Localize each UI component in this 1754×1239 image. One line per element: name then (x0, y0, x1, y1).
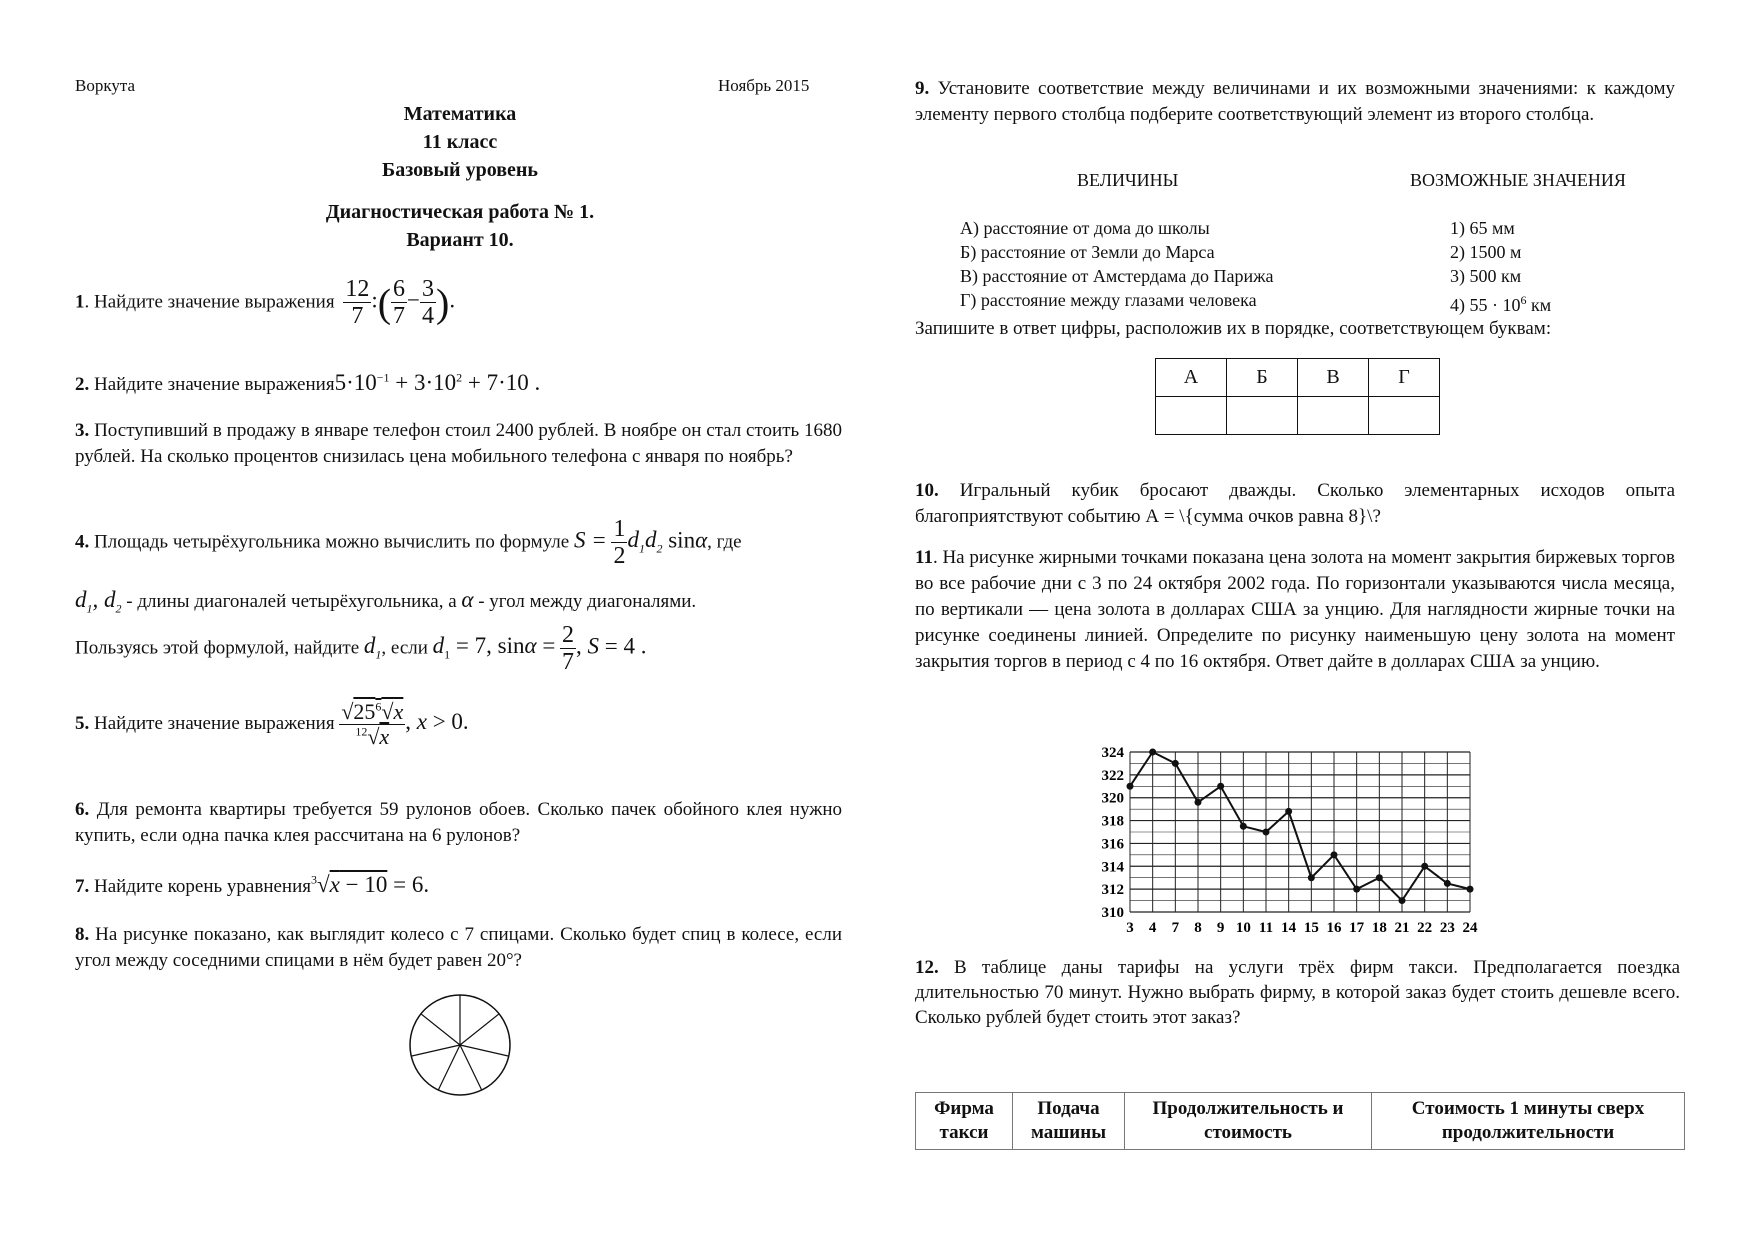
problem-4-text2: - длины диагоналей четырёхугольника, а (126, 591, 457, 612)
answer-cell[interactable] (1369, 397, 1440, 435)
title-subject: Математика (403, 103, 517, 125)
problem-6 (75, 797, 842, 849)
problem-9-instruction: Запишите в ответ цифры, расположив их в порядке, соответствующем буквам: (915, 318, 1552, 339)
problem-1-text: . Найдите значение выражения (84, 291, 335, 313)
answer-header: Г (1369, 359, 1440, 397)
taxi-header: Продолжительность и стоимость (1125, 1093, 1372, 1150)
problem-11-number: 11 (915, 547, 933, 568)
chart-x-axis (1126, 920, 1478, 936)
x-tick-label: 17 (1349, 920, 1365, 936)
x-tick-label: 18 (1371, 920, 1387, 936)
data-point (1353, 886, 1360, 893)
title-grade: 11 класс (422, 131, 498, 153)
problem-1-number: 1 (75, 291, 85, 313)
match-left: Б) расстояние от Земли до Марса (960, 242, 1215, 262)
data-point (1285, 808, 1292, 815)
problem-9-col2-header: ВОЗМОЖНЫЕ ЗНАЧЕНИЯ (1410, 170, 1626, 190)
taxi-header: Стоимость 1 минуты сверх продолжительности (1372, 1093, 1685, 1150)
problem-1: 1. Найдите значение выражения $\frac{12}{7}$ :( $\frac{6}{7}$ − $\frac{3}{4}$ ). (75, 276, 456, 330)
x-tick-label: 7 (1171, 920, 1180, 936)
problem-12-number: 12. (915, 957, 939, 978)
title-work: Диагностическая работа № 1. (325, 201, 595, 223)
x-tick-label: 24 (1462, 920, 1478, 936)
problem-4-text1: Площадь четырёхугольника можно вычислить по формуле (94, 531, 570, 553)
x-tick-label: 3 (1126, 920, 1134, 936)
wheel-figure (405, 990, 515, 1100)
problem-10-number: 10. (915, 480, 939, 501)
y-tick-label: 310 (1101, 905, 1124, 921)
x-tick-label: 23 (1439, 920, 1455, 936)
problem-1-fraction: $\frac{6}{7}$ (393, 276, 406, 330)
answer-cell[interactable] (1298, 397, 1369, 435)
x-tick-label: 9 (1216, 920, 1225, 936)
problem-4-line3: Пользуясь этой формулой, найдите $d_1$, если $d_1 = 7$, sinα = $\frac{2}{7}$ , S = 4 . (75, 622, 647, 676)
problem-1-fraction: $\frac{3}{4}$ (422, 276, 435, 330)
data-point (1195, 799, 1202, 806)
data-point (1240, 823, 1247, 830)
problem-12-text: В таблице даны тарифы на услуги трёх фирм такси. Предполагается поездка длительностью 70 минут. Нужно выбрать фирму, в которой заказ будет стоить дешевле всего. Сколько рублей будет стоить этот заказ? (915, 957, 1681, 1028)
problem-8 (75, 922, 842, 974)
x-tick-label: 11 (1258, 920, 1274, 936)
problem-6-text: Для ремонта квартиры требуется 59 рулонов обоев. Сколько пачек обойного клея нужно купить, если одна пачка клея рассчитана на 6 рулонов? (75, 799, 842, 846)
problem-5-number: 5. (75, 713, 90, 735)
data-point (1331, 851, 1338, 858)
problem-11 (915, 545, 1675, 675)
answer-header: В (1298, 359, 1369, 397)
problem-4-number: 4. (75, 531, 90, 553)
problem-3 (75, 418, 842, 470)
data-point (1149, 749, 1156, 756)
answer-cell[interactable] (1156, 397, 1227, 435)
problem-4-text3: Пользуясь этой формулой, найдите (75, 637, 360, 659)
problem-9 (915, 76, 1675, 128)
problem-3-number: 3. (75, 420, 90, 441)
match-left: А) расстояние от дома до школы (960, 218, 1210, 238)
header-date: Ноябрь 2015 (718, 76, 810, 95)
gold-price-chart (1090, 740, 1500, 940)
problem-9-items (960, 216, 1680, 317)
data-point (1263, 829, 1270, 836)
answer-header: А (1156, 359, 1227, 397)
problem-4-text1-end: , где (707, 531, 742, 553)
problem-4-line2: $d_1$, $d_2$ - длины диагоналей четырёхугольника, а α - угол между диагоналями. (75, 587, 697, 616)
x-tick-label: 15 (1303, 920, 1319, 936)
wheel-spoke (421, 1014, 460, 1045)
x-tick-label: 22 (1417, 920, 1433, 936)
problem-4-text3-mid: , если (381, 637, 428, 659)
wheel-spoke (460, 1014, 499, 1045)
data-point (1376, 874, 1383, 881)
match-right: 3) 500 км (1450, 266, 1522, 286)
problem-9-text: Установите соответствие между величинами и их возможными значениями: к каждому элементу первого столбца подберите соответствующий элемент из второго столбца. (915, 78, 1676, 125)
answer-cell[interactable] (1227, 397, 1298, 435)
problem-9-col1-header: ВЕЛИЧИНЫ (1077, 170, 1179, 190)
problem-4-text2-end: - угол между диагоналями. (478, 591, 697, 612)
problem-7-equation: $^3$√x − 10 = 6. (311, 872, 430, 897)
x-tick-label: 21 (1394, 920, 1410, 936)
x-tick-label: 16 (1326, 920, 1342, 936)
x-tick-label: 10 (1235, 920, 1251, 936)
taxi-table (915, 1092, 1685, 1150)
problem-2-number: 2. (75, 374, 90, 395)
problem-4-formula: S = (573, 527, 607, 553)
match-right: 2) 1500 м (1450, 242, 1522, 262)
wheel-spoke (411, 1045, 460, 1056)
title-variant: Вариант 10. (406, 229, 514, 251)
wheel-spoke (460, 1045, 509, 1056)
problem-10-text: Игральный кубик бросают дважды. Сколько элементарных исходов опыта благоприятствуют событию А = \{сумма очков равна 8}\? (915, 480, 1676, 527)
problem-7-number: 7. (75, 876, 90, 897)
y-tick-label: 312 (1101, 882, 1124, 899)
problem-2 (75, 370, 540, 396)
problem-5: 5. Найдите значение выражения $\frac{√25^6√x}{^{12}√x}$ , x > 0. (75, 699, 469, 750)
y-tick-label: 324 (1101, 745, 1124, 761)
problem-2-expression: $5\cdot 10^{-1} + 3\cdot 10^2 + 7\cdot 10$ . (334, 370, 541, 395)
y-tick-label: 316 (1101, 836, 1124, 853)
taxi-header: Подача машины (1013, 1093, 1125, 1150)
data-point (1172, 760, 1179, 767)
problem-7-text: Найдите корень уравнения (94, 876, 312, 897)
match-right: 4) $55 \cdot 10^6$ км (1450, 293, 1552, 315)
title-level: Базовый уровень (382, 159, 538, 181)
problem-4: 4. Площадь четырёхугольника можно вычислить по формуле S = $\frac{1}{2}$ $d_1d_2$ sinα, где (75, 516, 742, 570)
wheel-spoke (460, 1045, 482, 1090)
data-point (1399, 897, 1406, 904)
problem-5-text: Найдите значение выражения (94, 713, 335, 735)
problem-3-text: Поступивший в продажу в январе телефон стоил 2400 рублей. В ноябре он стал стоить 1680 рублей. На сколько процентов снизилась цена мобильного телефона с января по ноябрь? (75, 420, 843, 467)
problem-7 (75, 872, 429, 898)
match-row (960, 288, 1680, 317)
data-point (1217, 783, 1224, 790)
problem-4-fraction: $\frac{1}{2}$ (613, 516, 626, 570)
data-point (1308, 874, 1315, 881)
taxi-header: Фирма такси (916, 1093, 1013, 1150)
title-block (75, 100, 845, 254)
match-left: В) расстояние от Амстердама до Парижа (960, 266, 1274, 286)
match-left: Г) расстояние между глазами человека (960, 290, 1257, 310)
problem-12 (915, 955, 1680, 1030)
data-point (1421, 863, 1428, 870)
problem-8-number: 8. (75, 924, 90, 945)
x-tick-label: 8 (1194, 920, 1202, 936)
problem-6-number: 6. (75, 799, 90, 820)
match-row (960, 240, 1680, 264)
chart-grid (1130, 752, 1470, 912)
data-point (1444, 880, 1451, 887)
y-tick-label: 322 (1101, 767, 1124, 784)
chart-y-axis (1102, 745, 1125, 921)
header-city: Воркута (75, 76, 136, 95)
x-tick-label: 14 (1281, 920, 1297, 936)
chart-points (1127, 749, 1474, 905)
problem-10 (915, 478, 1675, 530)
y-tick-label: 318 (1101, 813, 1124, 830)
problem-11-text: . На рисунке жирными точками показана цена золота на момент закрытия биржевых торгов во все рабочие дни с 3 по 24 октября 2002 года. По горизонтали указываются числа месяца, по вертикали — цена золота в долларах США за унцию. Для наглядности жирные точки на рисунке соединены линией. Определите по рисунку наименьшую цену золота на момент закрытия торгов в период с 4 по 16 октября. Ответ дайте в долларах США за унцию. (915, 547, 1675, 672)
y-tick-label: 314 (1101, 859, 1124, 876)
problem-8-text: На рисунке показано, как выглядит колесо с 7 спицами. Сколько будет спиц в колесе, если угол между соседними спицами в нём будет равен 20°? (75, 924, 843, 971)
wheel-spoke (438, 1045, 460, 1090)
x-tick-label: 4 (1148, 920, 1157, 936)
match-row (960, 216, 1680, 240)
answer-table (1155, 358, 1440, 435)
data-point (1467, 886, 1474, 893)
problem-1-fraction: $\frac{12}{7}$ (345, 276, 370, 330)
data-point (1127, 783, 1134, 790)
match-right: 1) 65 мм (1450, 218, 1515, 238)
y-tick-label: 320 (1101, 790, 1124, 807)
answer-header: Б (1227, 359, 1298, 397)
problem-9-number: 9. (915, 78, 930, 99)
problem-4-fraction-2: $\frac{2}{7}$ (562, 622, 575, 676)
problem-2-text: Найдите значение выражения (94, 374, 335, 395)
match-row (960, 264, 1680, 288)
problem-5-fraction: $\frac{√25^6√x}{^{12}√x}$ (341, 699, 404, 750)
